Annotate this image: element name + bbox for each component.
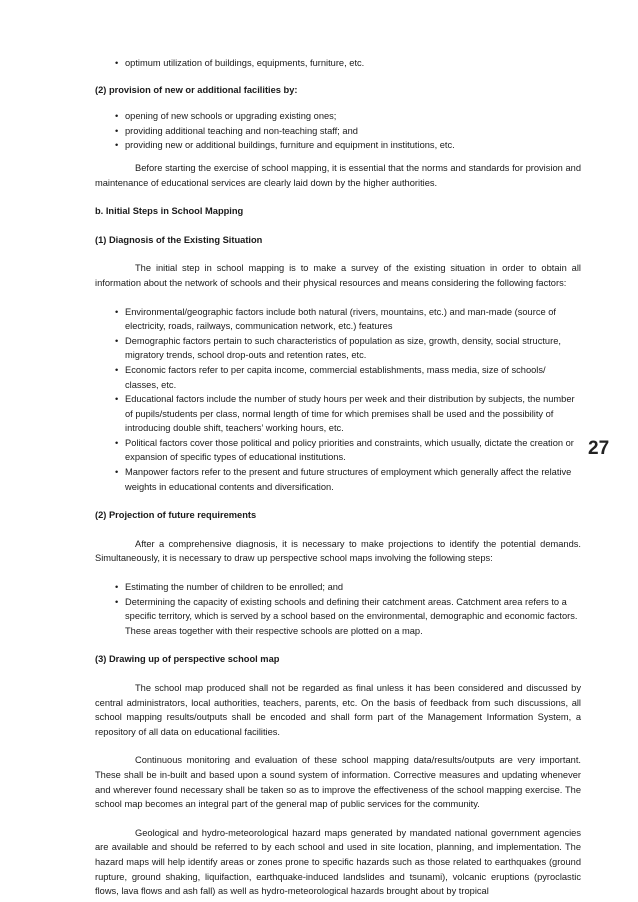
paragraph-hazard-maps: Geological and hydro-meteorological hazard maps generated by mandated national government agencies are available and should be referred to by each school and used in site location, planning, and implementation. The hazard maps will help identify areas or zones prone to specific hazards such as those related to earthquakes (ground rupture, ground shaking, liquifaction, earthquake-induced landslides and tsunami), volcanic eruptions (pyroclastic flows, lava flows and ash fall) as well as hydro-meteorological hazards brought about by tropical [95, 827, 581, 897]
list-item: • optimum utilization of buildings, equipments, furniture, etc. [115, 56, 581, 71]
list-item: • Economic factors refer to per capita income, commercial establishments, mass media, size of schools/ classes, etc. [115, 363, 581, 392]
list-item: • Determining the capacity of existing schools and defining their catchment areas. Catchment area refers to a specific territory, which is served by a school based on the environmental, demographic and economic factors. These areas together with their respective schools are plotted on a map. [115, 595, 581, 639]
list-item: • Environmental/geographic factors include both natural (rivers, mountains, etc.) and man-made (source of electricity, roads, railways, communication network, etc.) features [115, 305, 581, 334]
list-item: • Political factors cover those political and policy priorities and constraints, which usually, dictate the creation or expansion of specific types of educational institutions. [115, 436, 581, 465]
paragraph-monitoring: Continuous monitoring and evaluation of these school mapping data/results/outputs are very important. These shall be in-built and based upon a sound system of information. Corrective measures and updating whenever and wherever found necessary shall be taken so as to improve the effectiveness of the school mapping exercise. The school map becomes an integral part of the general map of public services for the community. [95, 755, 581, 810]
section-heading-diagnosis: (1) Diagnosis of the Existing Situation [95, 234, 263, 245]
section-heading-projection: (2) Projection of future requirements [95, 510, 257, 521]
list-item: • Estimating the number of children to be enrolled; and [115, 580, 581, 595]
list-item: • providing additional teaching and non-teaching staff; and [115, 124, 581, 139]
section-heading-provision: (2) provision of new or additional facilities by: [95, 84, 298, 95]
paragraph-diagnosis: The initial step in school mapping is to make a survey of the existing situation in order to obtain all information about the network of schools and their physical resources and means considering the following factors: [95, 263, 581, 288]
section-heading-initial-steps: b. Initial Steps in School Mapping [95, 206, 244, 217]
list-item: • Demographic factors pertain to such characteristics of population as size, growth, density, social structure, migratory trends, school drop-outs and retention rates, etc. [115, 334, 581, 363]
paragraph-school-map: The school map produced shall not be regarded as final unless it has been considered and discussed by central administrators, local authorities, teachers, parents, etc. On the basis of feedback from such discussions, all school mapping results/outputs shall be encoded and shall form part of the Management Information System, a repository of all data on educational facilities. [95, 683, 581, 737]
list-item: • providing new or additional buildings, furniture and equipment in institutions, etc. [115, 138, 581, 153]
bullet-list-steps [95, 580, 581, 638]
bullet-list-factors [95, 305, 581, 495]
list-item: • Educational factors include the number of study hours per week and their distribution by subjects, the number of pupils/students per class, normal length of time for which premises shall be used and the possibility of introducing double shift, teachers’ working hours, etc. [115, 392, 581, 436]
bullet-list-provision [95, 109, 581, 153]
paragraph-projection: After a comprehensive diagnosis, it is necessary to make projections to identify the potential demands. Simultaneously, it is necessary to draw up perspective school maps involving the following steps: [95, 538, 581, 564]
list-item: • Manpower factors refer to the present and future structures of employment which generally affect the relative weights in educational contents and diversification. [115, 465, 581, 494]
list-item: • opening of new schools or upgrading existing ones; [115, 109, 581, 124]
bullet-list-utilization [95, 56, 581, 71]
paragraph-norms: Before starting the exercise of school mapping, it is essential that the norms and standards for provision and maintenance of educational services are clearly laid down by the higher authorities. [95, 162, 581, 188]
page-number: 27 [588, 438, 610, 459]
document-page [95, 56, 581, 899]
section-heading-drawing: (3) Drawing up of perspective school map [95, 654, 280, 665]
